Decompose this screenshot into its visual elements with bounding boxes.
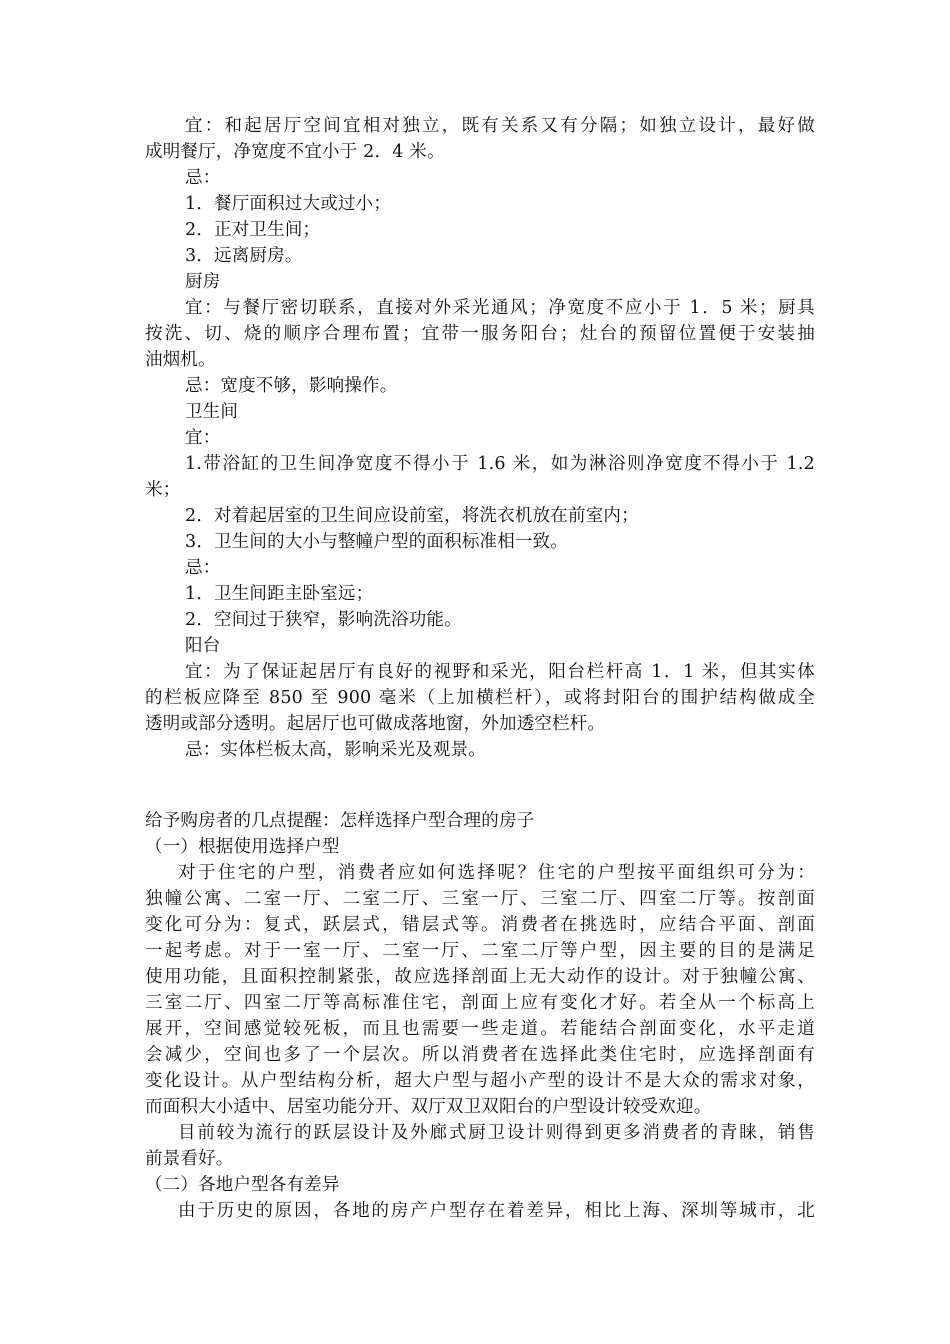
heading-balcony: 阳台 — [185, 636, 221, 656]
subheading-regional-differences: （二）各地户型各有差异 — [145, 1175, 340, 1195]
paragraph-popular-designs-cont: 前景看好。 — [145, 1149, 234, 1169]
paragraph-balcony-suitable: 宜：为了保证起居厅有良好的视野和采光，阳台栏杆高 1．1 米，但其实体 — [185, 662, 815, 682]
paragraph-by-use-1: 对于住宅的户型，消费者应如何选择呢？住宅的户型按平面组织可分为： — [178, 863, 815, 883]
section-title-buyer-tips: 给予购房者的几点提醒：怎样选择户型合理的房子 — [145, 811, 535, 831]
subheading-by-use: （一）根据使用选择户型 — [145, 837, 340, 857]
paragraph-balcony-avoid: 忌：实体栏板太高，影响采光及观景。 — [185, 740, 486, 760]
paragraph-by-use-3: 变化可分为：复式，跃层式，错层式等。消费者在挑选时，应结合平面、剖面 — [145, 915, 815, 935]
bathroom-suitable-item-1-cont: 米； — [145, 480, 181, 500]
dining-avoid-label: 忌： — [185, 168, 221, 188]
heading-kitchen: 厨房 — [185, 272, 221, 292]
paragraph-by-use-6: 三室二厅、四室二厅等高标准住宅，剖面上应有变化才好。若全从一个标高上 — [145, 993, 815, 1013]
bathroom-suitable-label: 宜： — [185, 428, 221, 448]
paragraph-by-use-2: 独幢公寓、二室一厅、二室二厅、三室一厅、三室二厅、四室二厅等。按剖面 — [145, 889, 815, 909]
paragraph-by-use-5: 使用功能，且面积控制紧张，故应选择剖面上无大动作的设计。对于独幢公寓、 — [145, 967, 815, 987]
paragraph-by-use-9: 变化设计。从户型结构分析，超大户型与超小产型的设计不是大众的需求对象， — [145, 1071, 815, 1091]
bathroom-avoid-item-2: 2．空间过于狭窄，影响洗浴功能。 — [185, 610, 462, 630]
paragraph-balcony-suitable-end: 透明或部分透明。起居厅也可做成落地窗，外加透空栏杆。 — [145, 714, 606, 734]
bathroom-suitable-item-2: 2．对着起居室的卫生间应设前室，将洗衣机放在前室内； — [185, 506, 639, 526]
paragraph-kitchen-suitable: 宜：与餐厅密切联系，直接对外采光通风；净宽度不应小于 1．5 米；厨具 — [185, 298, 815, 318]
paragraph-kitchen-suitable-cont: 按洗、切、烧的顺序合理布置；宜带一服务阳台；灶台的预留位置便于安装抽 — [145, 324, 815, 344]
paragraph-by-use-4: 一起考虑。对于一室一厅、二室一厅、二室二厅等户型，因主要的目的是满足 — [145, 941, 815, 961]
paragraph-kitchen-avoid: 忌：宽度不够，影响操作。 — [185, 376, 398, 396]
paragraph-dining-suitable-cont: 成明餐厅，净宽度不宜小于 2．4 米。 — [145, 142, 445, 162]
dining-avoid-item-1: 1．餐厅面积过大或过小； — [185, 194, 392, 214]
paragraph-kitchen-suitable-end: 油烟机。 — [145, 350, 216, 370]
bathroom-suitable-item-1: 1.带浴缸的卫生间净宽度不得小于 1.6 米，如为淋浴则净宽度不得小于 1.2 — [185, 454, 815, 474]
paragraph-by-use-10: 而面积大小适中、居室功能分开、双厅双卫双阳台的户型设计较受欢迎。 — [145, 1097, 712, 1117]
paragraph-dining-suitable: 宜：和起居厅空间宜相对独立，既有关系又有分隔；如独立设计，最好做 — [185, 116, 815, 136]
bathroom-avoid-item-1: 1．卫生间距主卧室远； — [185, 584, 374, 604]
heading-bathroom: 卫生间 — [185, 402, 239, 422]
paragraph-popular-designs: 目前较为流行的跃层设计及外廊式厨卫设计则得到更多消费者的青睐，销售 — [178, 1123, 815, 1143]
dining-avoid-item-2: 2．正对卫生间； — [185, 220, 321, 240]
bathroom-suitable-item-3: 3．卫生间的大小与整幢户型的面积标准相一致。 — [185, 532, 569, 552]
bathroom-avoid-label: 忌： — [185, 558, 221, 578]
paragraph-by-use-8: 会减少，空间也多了一个层次。所以消费者在选择此类住宅时，应选择剖面有 — [145, 1045, 815, 1065]
paragraph-regional-differences: 由于历史的原因，各地的房产户型存在着差异，相比上海、深圳等城市，北 — [178, 1201, 815, 1221]
paragraph-by-use-7: 展开，空间感觉较死板，而且也需要一些走道。若能结合剖面变化，水平走道 — [145, 1019, 815, 1039]
dining-avoid-item-3: 3．远离厨房。 — [185, 246, 303, 266]
paragraph-balcony-suitable-cont: 的栏板应降至 850 至 900 毫米（上加横栏杆），或将封阳台的围护结构做成全 — [145, 688, 815, 708]
